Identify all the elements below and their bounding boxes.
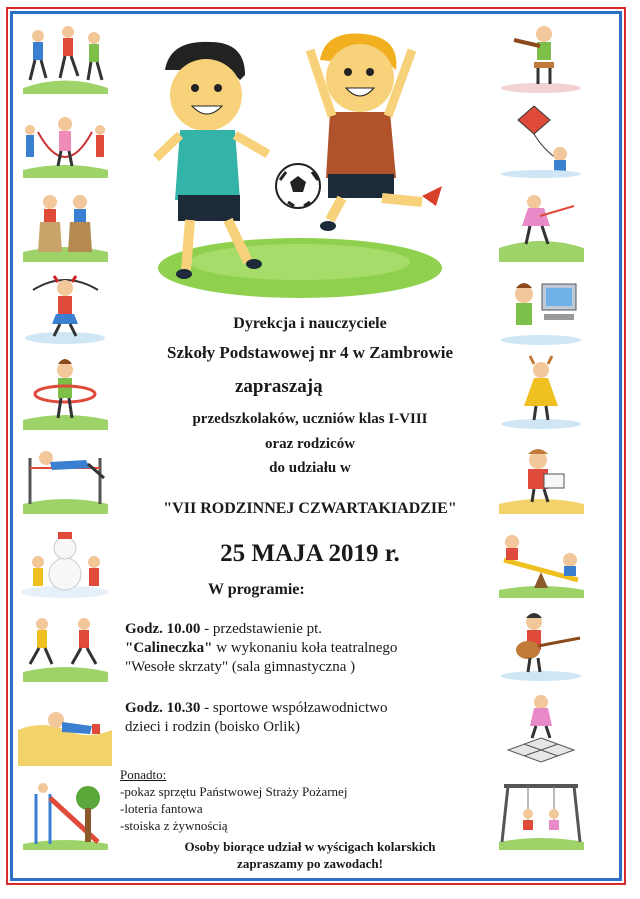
program-text: - sportowe współzawodnictwo	[200, 700, 388, 716]
hopscotch-icon	[494, 690, 588, 766]
event-name: "VII RODZINNEJ CZWARTAKIADZIE"	[163, 500, 457, 517]
invite-verb: zapraszają	[235, 376, 323, 397]
children-running-icon	[18, 18, 112, 94]
guitar-player-icon	[494, 606, 588, 682]
extras-item: -loteria fantowa	[120, 801, 203, 816]
skipping-girl-icon	[18, 270, 112, 346]
program-text: w wykonaniu koła teatralnego	[212, 640, 398, 656]
program-text: "Wesołe skrzaty" (sala gimnastyczna )	[125, 659, 356, 675]
program-time: Godz. 10.00	[125, 621, 201, 637]
event-date: 25 MAJA 2019 r.	[220, 540, 400, 567]
jump-rope-icon	[18, 102, 112, 178]
snowman-icon	[18, 522, 112, 598]
program-heading: W programie:	[208, 581, 305, 598]
program-item	[125, 699, 485, 737]
computer-kid-icon	[494, 270, 588, 346]
closing-line: Osoby biorące udział w wyścigach kolarskich	[184, 839, 436, 854]
closing-line: zapraszamy po zawodach!	[237, 856, 383, 871]
extras-heading: Ponadto:	[120, 767, 167, 782]
program-show-title: "Calineczka"	[125, 640, 213, 656]
organizer-line: Dyrekcja i nauczyciele	[233, 315, 387, 332]
swimming-icon	[18, 690, 112, 766]
relay-race-icon	[18, 606, 112, 682]
high-jump-icon	[18, 438, 112, 514]
program-text: dzieci i rodzin (boisko Orlik)	[125, 719, 300, 735]
extras-list	[120, 766, 420, 834]
hula-hoop-icon	[18, 354, 112, 430]
audience-parents: oraz rodziców	[264, 436, 356, 452]
hero-soccer-illustration	[150, 30, 450, 310]
playground-slide-icon	[18, 774, 112, 850]
program-item	[125, 620, 485, 677]
program-time: Godz. 10.30	[125, 700, 201, 716]
extras-item: -stoiska z żywnością	[120, 818, 228, 833]
left-illustration-column	[18, 18, 112, 858]
closing-note	[110, 838, 510, 872]
kite-flying-icon	[494, 102, 588, 178]
participation-line: do udziału w	[269, 460, 351, 476]
gymnast-icon	[494, 186, 588, 262]
school-name: Szkoły Podstawowej nr 4 w Zambrowie	[166, 343, 453, 362]
extras-item: -pokaz sprzętu Państwowej Straży Pożarnej	[120, 784, 348, 799]
sack-race-icon	[18, 186, 112, 262]
program-text: - przedstawienie pt.	[200, 621, 323, 637]
violin-player-icon	[494, 18, 588, 94]
audience-line: przedszkolaków, uczniów klas I-VIII	[192, 411, 428, 427]
